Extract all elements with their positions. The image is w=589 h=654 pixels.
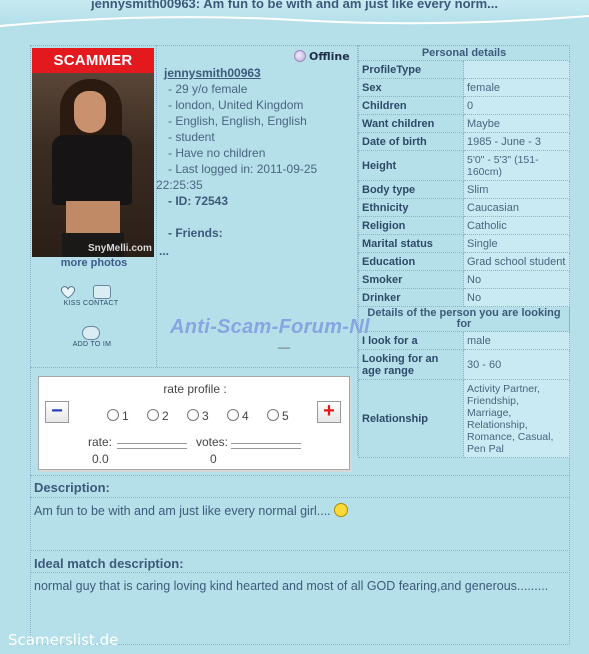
rate-radio-label: 1 (122, 409, 129, 423)
description-text: Am fun to be with and am just like every normal girl.... (34, 504, 331, 518)
rate-label: rate: (88, 435, 113, 449)
profile-last-login: - Last logged in: 2011-09-25 (168, 162, 318, 176)
username-link[interactable]: jennysmith00963 (164, 66, 261, 80)
profile-age: - 29 y/o female (168, 82, 248, 96)
rate-profile-box (38, 376, 350, 470)
votes-bar (231, 443, 301, 449)
looking-key: I look for a (359, 332, 464, 350)
detail-key: Religion (359, 217, 464, 235)
detail-value: 0 (464, 97, 570, 115)
rate-radio-3[interactable] (187, 409, 199, 421)
profile-languages: - English, English, English (168, 114, 307, 128)
profile-photo[interactable] (32, 73, 154, 257)
detail-value: female (464, 79, 570, 97)
divider (30, 497, 570, 498)
detail-value: Slim (464, 181, 570, 199)
smiley-icon (334, 503, 348, 517)
rate-radio-2[interactable] (147, 409, 159, 421)
detail-key: Ethnicity (359, 199, 464, 217)
forum-watermark: Anti-Scam-Forum-Nl (170, 316, 370, 338)
detail-value: Maybe (464, 115, 570, 133)
description-text-wrap (34, 503, 348, 519)
detail-key: Want children (359, 115, 464, 133)
kiss-icon[interactable] (59, 285, 77, 299)
add-to-im-label[interactable]: ADD TO IM (72, 341, 112, 348)
more-photos-link[interactable]: more photos (60, 257, 128, 269)
detail-value: 1985 - June - 3 (464, 133, 570, 151)
rate-radio-1[interactable] (107, 409, 119, 421)
rate-down-button[interactable]: − (45, 401, 69, 423)
add-to-im-icon[interactable] (82, 326, 100, 340)
rate-bar (117, 443, 187, 449)
rate-radio-label: 5 (282, 409, 289, 423)
divider (30, 572, 570, 573)
detail-key: Smoker (359, 271, 464, 289)
header-wave (0, 12, 589, 30)
divider (30, 475, 570, 476)
rate-radio-4[interactable] (227, 409, 239, 421)
rate-radio-label: 3 (202, 409, 209, 423)
detail-value (464, 61, 570, 79)
profile-location: - london, United Kingdom (168, 98, 304, 112)
personal-details-table (358, 45, 570, 458)
detail-value: Catholic (464, 217, 570, 235)
divider (30, 550, 570, 551)
detail-key: Body type (359, 181, 464, 199)
looking-value: male (464, 332, 570, 350)
rate-profile-title: rate profile : (163, 382, 227, 396)
looking-for-heading: Details of the person you are looking for (359, 307, 570, 332)
votes-label: votes: (196, 435, 229, 449)
status-label: Offline (309, 50, 350, 63)
detail-value: Single (464, 235, 570, 253)
looking-value: 30 - 60 (464, 350, 570, 380)
rate-value: 0.0 (92, 452, 109, 466)
personal-details-heading: Personal details (359, 46, 570, 61)
profile-children: - Have no children (168, 146, 266, 160)
detail-key: Drinker (359, 289, 464, 307)
detail-key: Height (359, 151, 464, 181)
footer-watermark: Scamerslist.de (8, 631, 119, 649)
top-bar (0, 0, 589, 22)
detail-key: Education (359, 253, 464, 271)
ideal-match-heading: Ideal match description: (34, 556, 184, 571)
rate-up-button[interactable]: + (317, 401, 341, 423)
detail-key: Sex (359, 79, 464, 97)
divider (30, 367, 358, 368)
photo-watermark: SnyMelli.com (88, 243, 152, 254)
profile-occupation: - student (168, 130, 215, 144)
detail-value: Caucasian (464, 199, 570, 217)
divider (156, 45, 157, 367)
detail-key: ProfileType (359, 61, 464, 79)
detail-value: 5'0" - 5'3" (151-160cm) (464, 151, 570, 181)
detail-value: Grad school student (464, 253, 570, 271)
profile-friends-label: - Friends: (168, 226, 223, 240)
profile-id: - ID: 72543 (168, 194, 229, 208)
detail-key: Marital status (359, 235, 464, 253)
offline-status-icon (294, 50, 306, 62)
description-heading: Description: (34, 480, 110, 495)
ideal-match-text: normal guy that is caring loving kind hearted and most of all GOD fearing,and generous......... (34, 579, 549, 593)
page-title: jennysmith00963: Am fun to be with and am just like every norm... (91, 0, 498, 11)
rate-radio-5[interactable] (267, 409, 279, 421)
detail-value: No (464, 289, 570, 307)
detail-key: Date of birth (359, 133, 464, 151)
rate-radio-label: 2 (162, 409, 169, 423)
kiss-contact-label[interactable]: KISS CONTACT (63, 300, 119, 307)
looking-key: Relationship (359, 380, 464, 458)
looking-key: Looking for an age range (359, 350, 464, 380)
detail-key: Children (359, 97, 464, 115)
rate-radio-label: 4 (242, 409, 249, 423)
detail-value: No (464, 271, 570, 289)
friends-ellipsis: ... (159, 244, 170, 258)
separator-dash: — (278, 340, 290, 354)
scammer-banner: SCAMMER (32, 48, 154, 73)
looking-value: Activity Partner, Friendship, Marriage, Relationship, Romance, Casual, Pen Pal (464, 380, 570, 458)
votes-value: 0 (210, 452, 217, 466)
contact-icon[interactable] (93, 285, 111, 299)
profile-last-login-time: 22:25:35 (156, 178, 203, 192)
